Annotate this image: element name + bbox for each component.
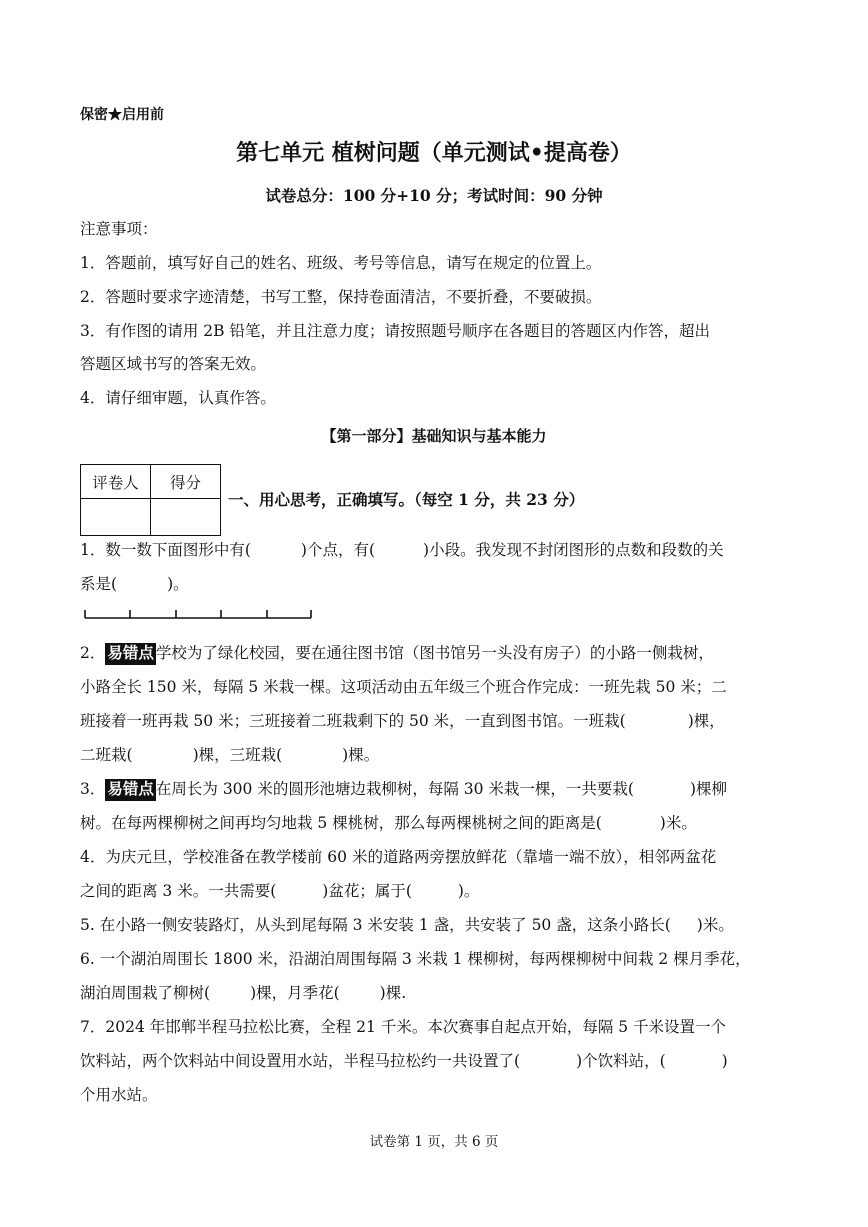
question-3-line-2: 树。在每两棵柳树之间再均匀地栽 5 棵桃树，那么每两棵桃树之间的距离是( )米。 bbox=[80, 814, 697, 832]
note-item-2: 2．答题时要求字迹清楚，书写工整，保持卷面清洁，不要折叠，不要破损。 bbox=[80, 288, 602, 306]
note-item-1: 1．答题前，填写好自己的姓名、班级、考号等信息，请写在规定的位置上。 bbox=[80, 254, 602, 272]
question-7-line-2: 饮料站，两个饮料站中间设置用水站，半程马拉松约一共设置了( )个饮料站，( ) bbox=[80, 1052, 728, 1070]
question-2-line-2: 小路全长 150 米，每隔 5 米栽一棵。这项活动由五年级三个班合作完成：一班先栽 50 米；二 bbox=[80, 678, 727, 696]
page-footer: 试卷第 1 页，共 6 页 bbox=[369, 1134, 499, 1150]
question-2-line-3: 班接着一班再栽 50 米；三班接着二班栽剩下的 50 米，一直到图书馆。一班栽( )棵， bbox=[80, 712, 725, 730]
question-6-line-2: 湖泊周围栽了柳树( )棵，月季花( )棵. bbox=[80, 984, 407, 1002]
question-4-line-2: 之间的距离 3 米。一共需要( )盆花；属于( )。 bbox=[80, 882, 480, 900]
note-item-3: 3．有作图的请用 2B 铅笔，并且注意力度；请按照题号顺序在各题目的答题区内作答，超出 bbox=[80, 322, 710, 340]
section-heading: 【第一部分】基础知识与基本能力 bbox=[321, 427, 547, 445]
error-prone-badge: 易错点 bbox=[105, 643, 156, 665]
question-1-line-2: 系是( )。 bbox=[80, 575, 189, 593]
exam-title: 第七单元 植树问题（单元测试•提高卷） bbox=[236, 140, 632, 166]
question-4-line-1: 4．为庆元旦，学校准备在教学楼前 60 米的道路两旁摆放鲜花（靠墙一端不放），相邻两盆花 bbox=[80, 848, 717, 866]
note-item-3-cont: 答题区域书写的答案无效。 bbox=[80, 355, 267, 373]
grader-cell-score[interactable] bbox=[151, 499, 221, 536]
question-6-line-1: 6. 一个湖泊周围长 1800 米，沿湖泊周围每隔 3 米栽 1 棵柳树，每两棵柳树中间栽 2 棵月季花， bbox=[80, 950, 751, 968]
question-5-line-1: 5. 在小路一侧安装路灯，从头到尾每隔 3 米安装 1 盏，共安装了 50 盏，这条小路长( )米。 bbox=[80, 916, 734, 934]
question-7-line-1: 7．2024 年邯郸半程马拉松比赛，全程 21 千米。本次赛事自起点开始，每隔 5 千米设置一个 bbox=[80, 1018, 727, 1036]
notes-heading: 注意事项： bbox=[80, 220, 158, 238]
exam-subtitle: 试卷总分：100 分+10 分；考试时间：90 分钟 bbox=[265, 186, 603, 205]
grader-header-reviewer: 评卷人 bbox=[81, 465, 151, 499]
error-prone-badge: 易错点 bbox=[105, 779, 156, 801]
part-title: 一、用心思考，正确填写。（每空 1 分，共 23 分） bbox=[228, 490, 585, 509]
question-2-line-1: 2． 易错点 学校为了绿化校园，要在通往图书馆（图书馆另一头没有房子）的小路一侧栽树， bbox=[80, 641, 714, 665]
question-2-line-4: 二班栽( )棵，三班栽( )棵。 bbox=[80, 746, 380, 764]
grader-header-score: 得分 bbox=[151, 465, 221, 499]
note-item-4: 4．请仔细审题，认真作答。 bbox=[80, 389, 276, 407]
confidential-label: 保密★启用前 bbox=[80, 107, 164, 123]
segment-figure bbox=[83, 605, 315, 621]
question-3-line-1: 3． 易错点 在周长为 300 米的圆形池塘边栽柳树，每隔 30 米栽一棵，一共要栽( )棵柳 bbox=[80, 777, 727, 801]
grader-table bbox=[80, 464, 221, 536]
grader-cell-reviewer[interactable] bbox=[81, 499, 151, 536]
question-1-line-1: 1．数一数下面图形中有( )个点，有( )小段。我发现不封闭图形的点数和段数的关 bbox=[80, 541, 724, 559]
question-7-line-3: 个用水站。 bbox=[80, 1086, 158, 1104]
